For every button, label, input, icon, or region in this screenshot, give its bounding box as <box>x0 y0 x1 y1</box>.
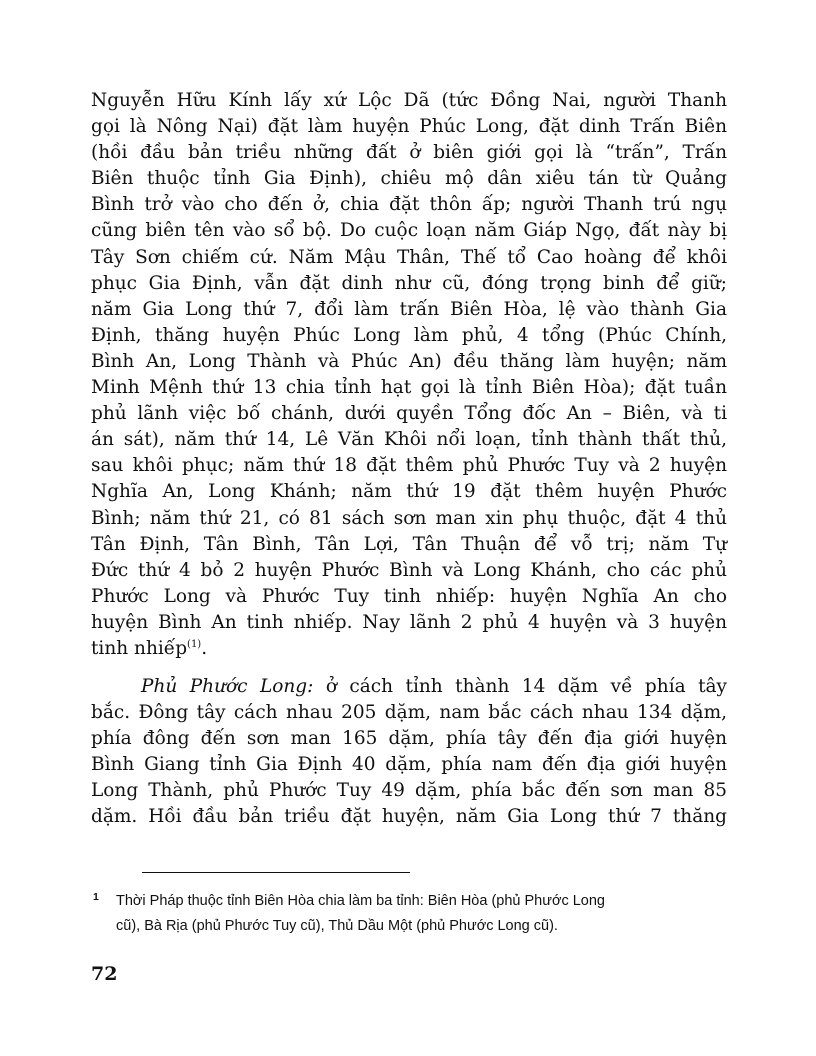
text-line: Phước Long và Phước Tuy tinh nhiếp: huyện Nghĩa An cho <box>91 585 727 607</box>
footnote-reference[interactable]: (1) <box>187 638 202 650</box>
text-line: Biên thuộc tỉnh Gia Định), chiêu mộ dân xiêu tán từ Quảng <box>91 168 727 190</box>
last-line-text: tinh nhiếp <box>91 637 188 659</box>
page-number: 72 <box>91 963 118 985</box>
paragraph-1 <box>91 88 727 662</box>
last-line-period: . <box>201 637 208 659</box>
text-line: huyện Bình An tinh nhiếp. Nay lãnh 2 phủ 4 huyện và 3 huyện <box>91 611 727 633</box>
text-line-first <box>91 674 727 700</box>
text-line: cũng biên tên vào sổ bộ. Do cuộc loạn năm Giáp Ngọ, đất này bị <box>91 220 727 242</box>
text-line: Bình An, Long Thành và Phúc An) đều thăng làm huyện; năm <box>91 350 727 372</box>
paragraph-2 <box>91 674 727 831</box>
text-line: Minh Mệnh thứ 13 chia tỉnh hạt gọi là tỉnh Biên Hòa); đặt tuần <box>91 377 727 399</box>
text-line: án sát), năm thứ 14, Lê Văn Khôi nổi loạn, tỉnh thành thất thủ, <box>91 429 727 451</box>
footnote-mark: 1 <box>93 891 99 903</box>
text-line: phục Gia Định, vẫn đặt dinh như cũ, đóng trọng binh để giữ; <box>91 272 727 294</box>
text-line: Tân Định, Tân Bình, Tân Lợi, Tân Thuận để vỗ trị; năm Tự <box>91 533 727 555</box>
text-line: Bình Giang tỉnh Gia Định 40 dặm, phía nam đến địa giới huyện <box>91 754 727 776</box>
text-line: năm Gia Long thứ 7, đổi làm trấn Biên Hòa, lệ vào thành Gia <box>91 298 727 320</box>
text-line: Đức thứ 4 bỏ 2 huyện Phước Bình và Long Khánh, cho các phủ <box>91 559 727 581</box>
text-line: (hồi đầu bản triều những đất ở biên giới gọi là “trấn”, Trấn <box>91 142 727 164</box>
text-line: phía đông đến sơn man 165 dặm, phía tây đến địa giới huyện <box>91 728 727 750</box>
text-line: gọi là Nông Nại) đặt làm huyện Phúc Long, đặt dinh Trấn Biên <box>91 116 727 138</box>
footnote-line: Thời Pháp thuộc tỉnh Biên Hòa chia làm ba tỉnh: Biên Hòa (phủ Phước Long <box>116 893 605 909</box>
text-line: sau khôi phục; năm thứ 18 đặt thêm phủ Phước Tuy và 2 huyện <box>91 455 727 477</box>
text-line: dặm. Hồi đầu bản triều đặt huyện, năm Gia Long thứ 7 thăng <box>91 806 727 828</box>
section-lead: Phủ Phước Long: <box>141 676 314 697</box>
text-line-last <box>91 636 727 662</box>
text-line: bắc. Đông tây cách nhau 205 dặm, nam bắc cách nhau 134 dặm, <box>91 702 727 724</box>
text-line: Tây Sơn chiếm cứ. Năm Mậu Thân, Thế tổ Cao hoàng để khôi <box>91 246 727 268</box>
first-line-rest: ở cách tỉnh thành 14 dặm về phía tây <box>313 676 728 697</box>
text-line: Nghĩa An, Long Khánh; năm thứ 19 đặt thêm huyện Phước <box>91 481 727 503</box>
text-line: Long Thành, phủ Phước Tuy 49 dặm, phía bắc đến sơn man 85 <box>91 780 727 802</box>
text-line: phủ lãnh việc bố chánh, dưới quyền Tổng đốc An – Biên, và ti <box>91 403 727 425</box>
text-line: Bình trở vào cho đến ở, chia đặt thôn ấp; người Thanh trú ngụ <box>91 194 727 216</box>
footnote <box>93 889 733 939</box>
footnote-text <box>116 889 733 939</box>
footnote-line: cũ), Bà Rịa (phủ Phước Tuy cũ), Thủ Dầu Một (phủ Phước Long cũ). <box>116 918 558 934</box>
text-line: Bình; năm thứ 21, có 81 sách sơn man xin phụ thuộc, đặt 4 thủ <box>91 507 727 529</box>
footnote-divider <box>142 872 410 873</box>
text-line: Định, thăng huyện Phúc Long làm phủ, 4 tổng (Phúc Chính, <box>91 324 727 346</box>
text-line: Nguyễn Hữu Kính lấy xứ Lộc Dã (tức Đồng Nai, người Thanh <box>91 90 727 111</box>
